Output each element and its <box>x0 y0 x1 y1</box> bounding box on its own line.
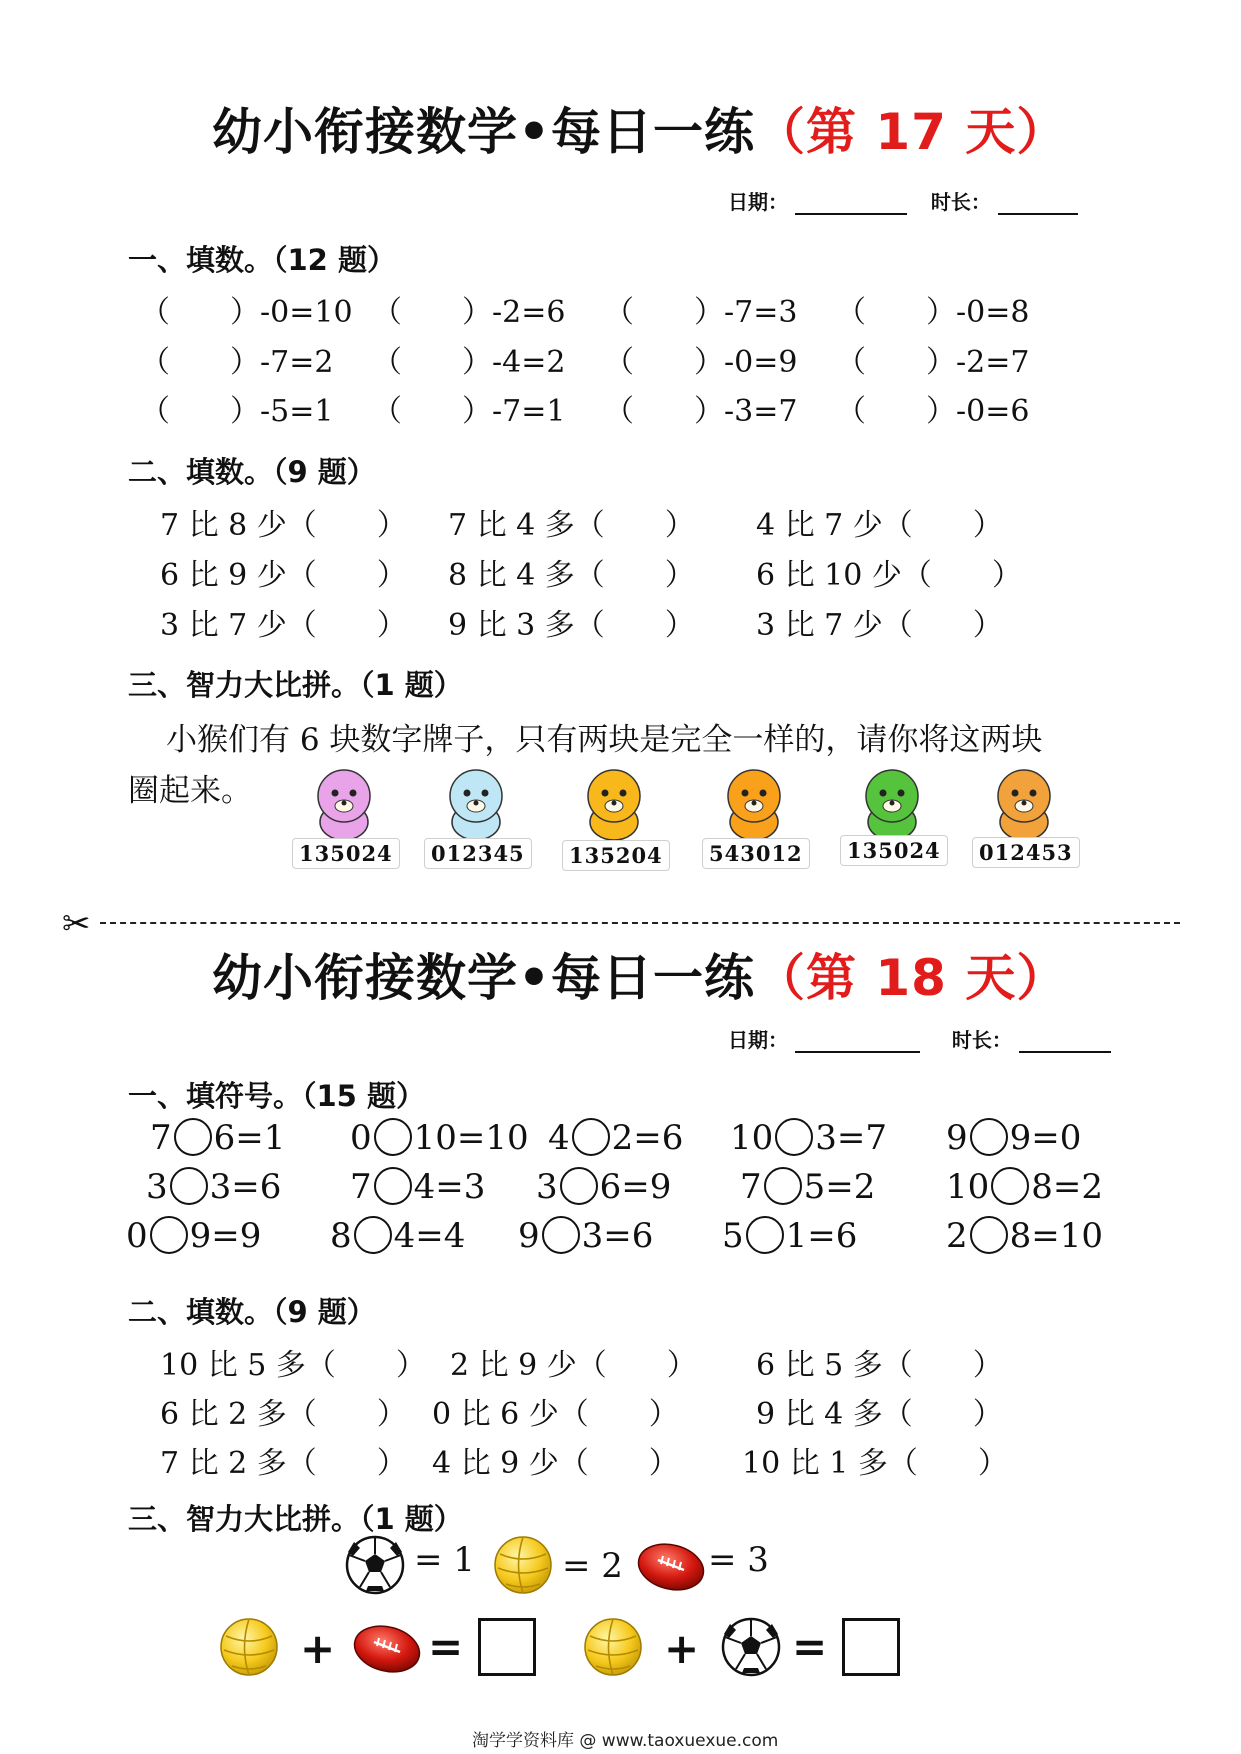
day17-title-main: 幼小衔接数学•每日一练 <box>212 103 755 161</box>
operand-right: 9=9 <box>189 1216 262 1256</box>
day17-section2-title: 二、填数。（9 题） <box>128 455 376 489</box>
rabbit-icon <box>436 760 516 846</box>
operand-right: 1=6 <box>785 1216 858 1256</box>
day17-date-field[interactable] <box>795 191 907 215</box>
compare-question[interactable]: 4 比 7 少（ ） <box>756 508 1003 543</box>
operand-left: 7 <box>350 1167 372 1207</box>
fill-blank-equation[interactable]: （ ）-2=7 <box>836 345 1030 380</box>
operand-right: 6=9 <box>599 1167 672 1207</box>
day17-title <box>212 92 1067 164</box>
operand-right: 4=3 <box>413 1167 486 1207</box>
day17-time-field[interactable] <box>998 191 1078 215</box>
operand-right: 9=0 <box>1009 1118 1082 1158</box>
dragon-icon <box>852 760 932 846</box>
operator-equation <box>330 1216 465 1257</box>
operand-right: 3=7 <box>815 1118 888 1158</box>
compare-question[interactable]: 0 比 6 少（ ） <box>432 1397 679 1432</box>
operator-equation <box>350 1118 529 1159</box>
operator-equation <box>126 1216 261 1257</box>
day18-title <box>212 938 1067 1010</box>
operator-blank-circle[interactable] <box>991 1167 1029 1205</box>
answer-box[interactable] <box>478 1618 536 1676</box>
operand-right: 10=10 <box>413 1118 529 1158</box>
operand-right: 6=1 <box>213 1118 286 1158</box>
operator-equation <box>740 1167 875 1208</box>
day18-title-main: 幼小衔接数学•每日一练 <box>212 949 755 1007</box>
operand-left: 10 <box>730 1118 774 1158</box>
day17-section1-title: 一、填数。（12 题） <box>128 243 396 277</box>
ball-value-label: = 2 <box>562 1546 623 1586</box>
compare-question[interactable]: 10 比 1 多（ ） <box>742 1446 1008 1481</box>
operator-blank-circle[interactable] <box>746 1216 784 1254</box>
operator-equation <box>146 1167 281 1208</box>
operand-left: 0 <box>126 1216 148 1256</box>
ox-icon <box>984 760 1064 846</box>
compare-question[interactable]: 7 比 4 多（ ） <box>448 508 695 543</box>
fill-blank-equation[interactable]: （ ）-3=7 <box>604 394 798 429</box>
day18-section3-title: 三、智力大比拼。（1 题） <box>128 1502 463 1536</box>
fill-blank-equation[interactable]: （ ）-7=3 <box>604 295 798 330</box>
fill-blank-equation[interactable]: （ ）-7=1 <box>372 394 566 429</box>
soccer-ball-icon <box>720 1616 782 1682</box>
operator-blank-circle[interactable] <box>970 1216 1008 1254</box>
day18-section1-title: 一、填符号。（15 题） <box>128 1079 425 1113</box>
day18-time-label: 时长： <box>951 1028 1012 1052</box>
operand-left: 0 <box>350 1118 372 1158</box>
plus-sign: + <box>664 1624 700 1673</box>
operator-blank-circle[interactable] <box>560 1167 598 1205</box>
operand-left: 2 <box>946 1216 968 1256</box>
operand-right: 8=10 <box>1009 1216 1104 1256</box>
ball-value-label: = 3 <box>708 1540 769 1580</box>
operator-equation <box>946 1118 1081 1159</box>
volleyball-icon <box>492 1534 554 1600</box>
operator-equation <box>150 1118 285 1159</box>
fill-blank-equation[interactable]: （ ）-7=2 <box>140 345 334 380</box>
compare-question[interactable]: 2 比 9 少（ ） <box>450 1348 697 1383</box>
operand-right: 3=6 <box>581 1216 654 1256</box>
operator-equation <box>946 1167 1103 1208</box>
operand-left: 8 <box>330 1216 352 1256</box>
number-card[interactable]: 135024 <box>292 838 400 869</box>
day18-section2-title: 二、填数。（9 题） <box>128 1295 376 1329</box>
day17-date-label: 日期： <box>728 190 788 214</box>
equals-sign: = <box>428 1622 464 1671</box>
day18-title-day: （第 18 天） <box>754 949 1068 1007</box>
day18-time-field[interactable] <box>1019 1029 1111 1053</box>
number-card[interactable]: 012345 <box>424 838 532 869</box>
footer-text: 淘学学资料库 @ www.taoxuexue.com <box>472 1731 779 1751</box>
operator-blank-circle[interactable] <box>170 1167 208 1205</box>
operand-right: 2=6 <box>611 1118 684 1158</box>
operand-right: 5=2 <box>803 1167 876 1207</box>
operand-left: 7 <box>740 1167 762 1207</box>
operator-blank-circle[interactable] <box>150 1216 188 1254</box>
number-card[interactable]: 135024 <box>840 835 948 866</box>
operand-right: 8=2 <box>1031 1167 1104 1207</box>
answer-box[interactable] <box>842 1618 900 1676</box>
operator-blank-circle[interactable] <box>354 1216 392 1254</box>
operand-right: 4=4 <box>393 1216 466 1256</box>
operand-left: 3 <box>146 1167 168 1207</box>
fill-blank-equation[interactable]: （ ）-0=6 <box>836 394 1030 429</box>
compare-question[interactable]: 8 比 4 多（ ） <box>448 558 695 593</box>
operator-equation <box>350 1167 485 1208</box>
compare-question[interactable]: 9 比 3 多（ ） <box>448 608 695 643</box>
day17-puzzle-text-1: 小猴们有 6 块数字牌子，只有两块是完全一样的，请你将这两块 <box>166 722 1043 758</box>
operator-blank-circle[interactable] <box>374 1118 412 1156</box>
mouse-icon <box>304 760 384 846</box>
operator-equation <box>536 1167 671 1208</box>
fill-blank-equation[interactable]: （ ）-5=1 <box>140 394 334 429</box>
rugby-ball-icon <box>634 1540 708 1598</box>
day18-date-field[interactable] <box>795 1029 920 1053</box>
day18-meta <box>728 1024 1111 1053</box>
operator-blank-circle[interactable] <box>374 1167 412 1205</box>
operator-blank-circle[interactable] <box>542 1216 580 1254</box>
compare-question[interactable]: 6 比 9 少（ ） <box>160 558 407 593</box>
operator-blank-circle[interactable] <box>572 1118 610 1156</box>
number-card[interactable]: 543012 <box>702 838 810 869</box>
operator-equation <box>548 1118 683 1159</box>
compare-question[interactable]: 6 比 5 多（ ） <box>756 1348 1003 1383</box>
operand-left: 9 <box>518 1216 540 1256</box>
compare-question[interactable]: 6 比 10 少（ ） <box>756 558 1022 593</box>
operand-left: 5 <box>722 1216 744 1256</box>
operand-left: 10 <box>946 1167 990 1207</box>
compare-question[interactable]: 3 比 7 少（ ） <box>160 608 407 643</box>
operator-blank-circle[interactable] <box>970 1118 1008 1156</box>
operator-blank-circle[interactable] <box>764 1167 802 1205</box>
compare-question[interactable]: 9 比 4 多（ ） <box>756 1397 1003 1432</box>
number-card[interactable]: 135204 <box>562 840 670 871</box>
operator-equation <box>730 1118 887 1159</box>
compare-question[interactable]: 3 比 7 少（ ） <box>756 608 1003 643</box>
fill-blank-equation[interactable]: （ ）-4=2 <box>372 345 566 380</box>
operand-left: 9 <box>946 1118 968 1158</box>
day18-date-label: 日期： <box>728 1028 788 1052</box>
equals-sign: = <box>792 1622 828 1671</box>
fill-blank-equation[interactable]: （ ）-0=10 <box>140 295 353 330</box>
volleyball-icon <box>582 1616 644 1682</box>
ball-value-label: = 1 <box>414 1540 475 1580</box>
compare-question[interactable]: 7 比 8 少（ ） <box>160 508 407 543</box>
operand-left: 7 <box>150 1118 172 1158</box>
operand-right: 3=6 <box>209 1167 282 1207</box>
operator-blank-circle[interactable] <box>775 1118 813 1156</box>
operator-equation <box>946 1216 1103 1257</box>
operand-left: 4 <box>548 1118 570 1158</box>
number-card[interactable]: 012453 <box>972 837 1080 868</box>
day17-meta <box>728 186 1078 215</box>
day17-puzzle-text-2: 圈起来。 <box>128 773 252 809</box>
fill-blank-equation[interactable]: （ ）-0=9 <box>604 345 798 380</box>
tiger-icon <box>714 760 794 846</box>
scissors-icon: ✂ <box>62 904 91 944</box>
volleyball-icon <box>218 1616 280 1682</box>
operator-blank-circle[interactable] <box>174 1118 212 1156</box>
compare-question[interactable]: 6 比 2 多（ ） <box>160 1397 407 1432</box>
dog-icon <box>574 760 654 846</box>
compare-question[interactable]: 10 比 5 多（ ） <box>160 1348 426 1383</box>
day17-section3-title: 三、智力大比拼。（1 题） <box>128 668 463 702</box>
operator-equation <box>518 1216 653 1257</box>
operator-equation <box>722 1216 857 1257</box>
cut-line <box>100 922 1180 924</box>
plus-sign: + <box>300 1624 336 1673</box>
rugby-ball-icon <box>350 1622 424 1680</box>
compare-question[interactable]: 7 比 2 多（ ） <box>160 1446 407 1481</box>
fill-blank-equation[interactable]: （ ）-2=6 <box>372 295 566 330</box>
soccer-ball-icon <box>344 1534 406 1600</box>
compare-question[interactable]: 4 比 9 少（ ） <box>432 1446 679 1481</box>
fill-blank-equation[interactable]: （ ）-0=8 <box>836 295 1030 330</box>
day17-time-label: 时长： <box>930 190 991 214</box>
operand-left: 3 <box>536 1167 558 1207</box>
day17-title-day: （第 17 天） <box>754 103 1068 161</box>
